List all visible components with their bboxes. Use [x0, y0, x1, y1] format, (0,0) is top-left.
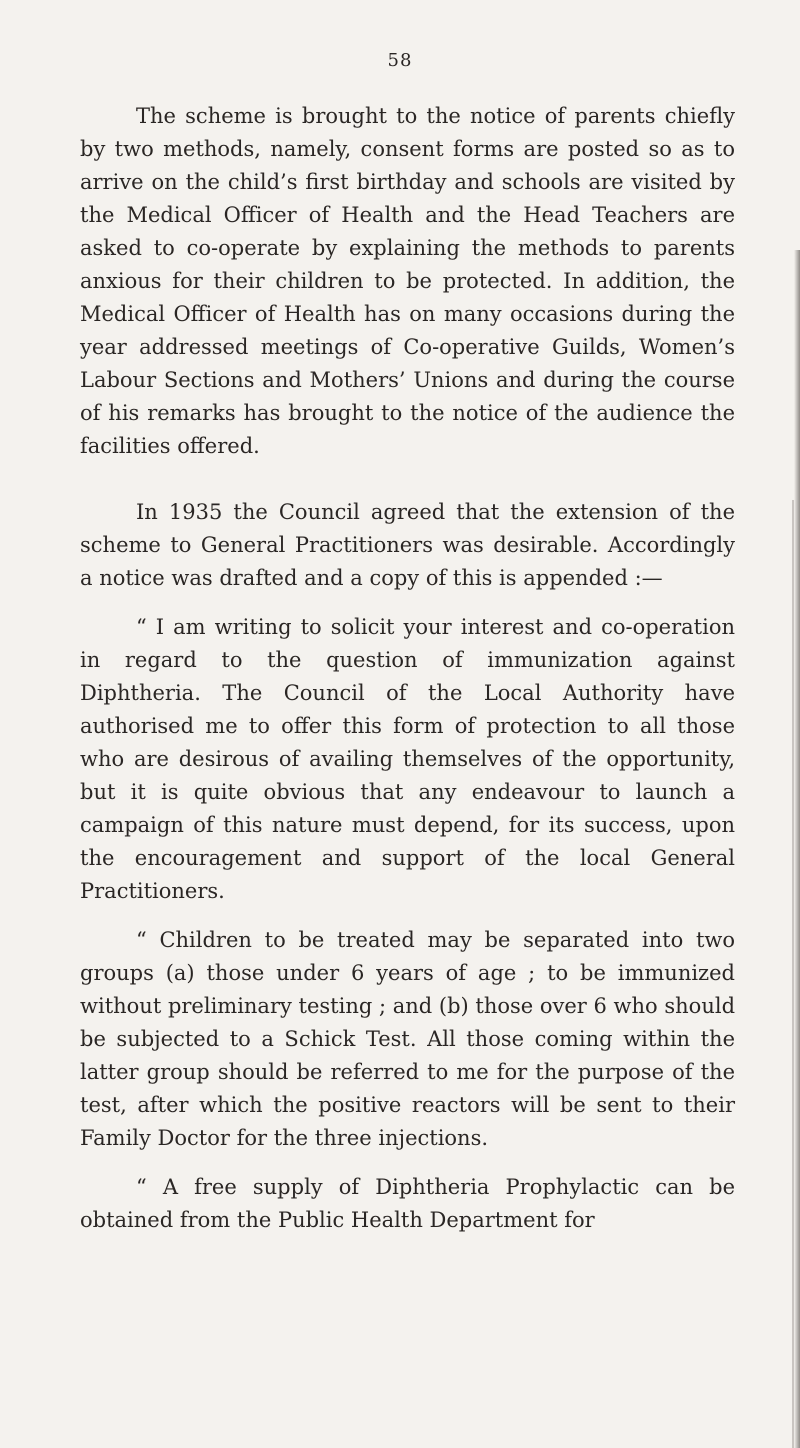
- page-edge-shadow: [794, 250, 800, 1448]
- paragraph-free-supply: “ A free supply of Diphtheria Prophylactic can be obtained from the Public Health Department for: [80, 1175, 735, 1232]
- paragraph-quoted-letter: “ I am writing to solicit your interest and co-operation in regard to the question of immunization against Diphtheria. The Council of the Local Authority have authorised me to offer this form of protection to all those who are desirous of availing themselves of the opportunity, but it is quite obvious that any endeavour to launch a campaign of this nature must depend, for its success, upon the encouragement and support of the local General Practitioners.: [80, 615, 735, 903]
- paragraph-council-1935: In 1935 the Council agreed that the extension of the scheme to General Practitioners was desirable. Accordingly a notice was drafted and a copy of this is appended :—: [80, 500, 735, 590]
- page-edge-line: [792, 500, 794, 1448]
- page-number: 58: [387, 50, 413, 71]
- body-text: [80, 100, 735, 1237]
- paragraph-children-groups: “ Children to be treated may be separated into two groups (a) those under 6 years of age ; to be immunized without preliminary testing ; and (b) those over 6 who should be subjected to a Schick Test. All those coming within the latter group should be referred to me for the purpose of the test, after which the positive reactors will be sent to their Family Doctor for the three injections.: [80, 928, 736, 1150]
- paragraph-notice-methods: The scheme is brought to the notice of parents chiefly by two methods, namely, consent forms are posted so as to arrive on the child’s first birthday and schools are visited by the Medical Officer of Health and the Head Teachers are asked to co-operate by explaining the methods to parents anxious for their children to be protected. In addition, the Medical Officer of Health has on many occasions during the year addressed meetings of Co-operative Guilds, Women’s Labour Sections and Mothers’ Unions and during the course of his remarks has brought to the notice of the audience the facilities offered.: [80, 104, 735, 458]
